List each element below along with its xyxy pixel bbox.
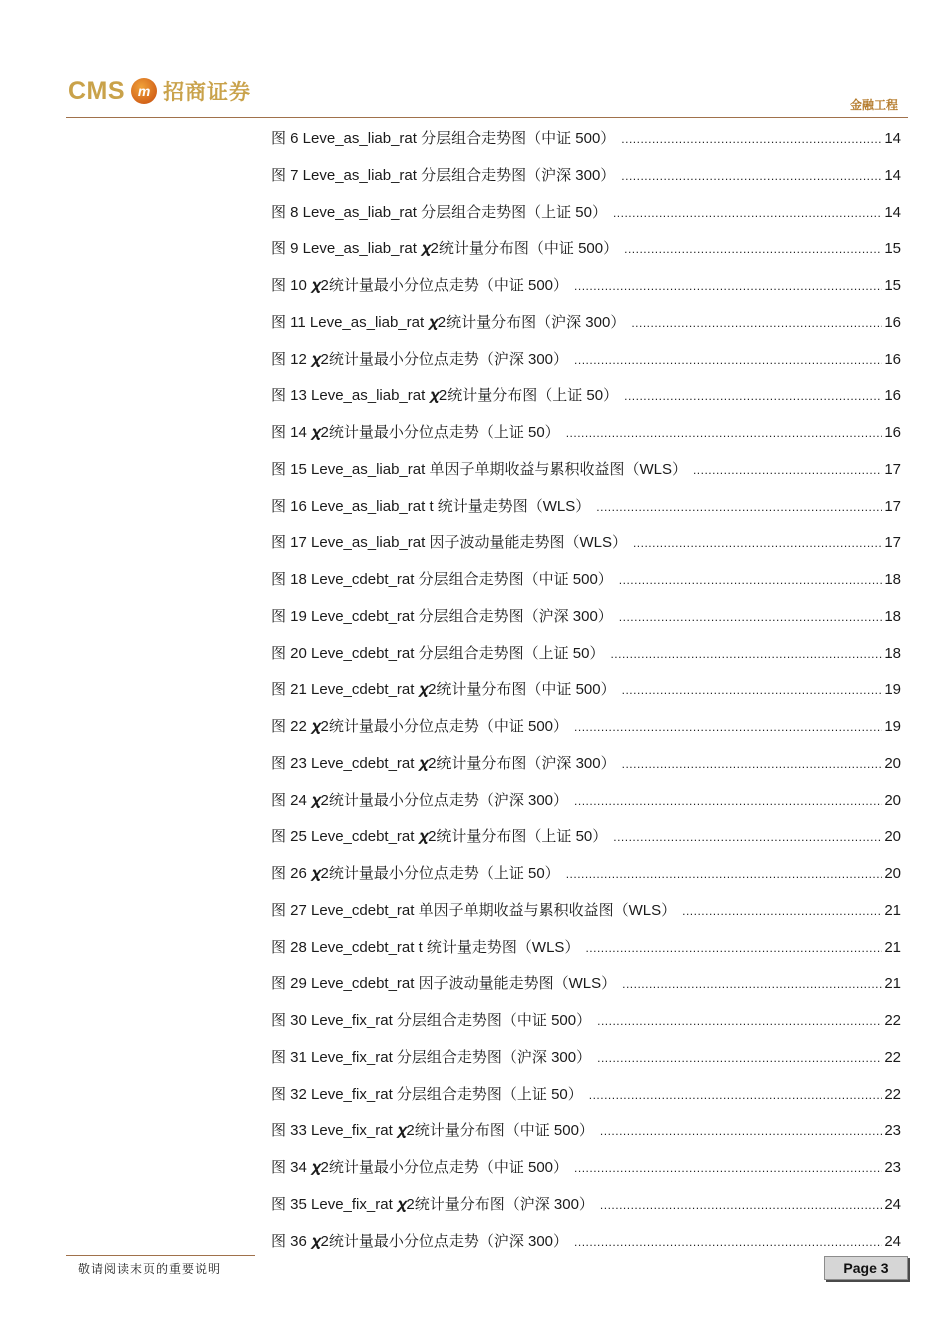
toc-entry-label: 图 15 Leve_as_liab_rat 单因子单期收益与累积收益图（WLS） [271,460,687,478]
toc-dot-leader [622,973,882,995]
toc-entry[interactable] [271,569,901,591]
toc-entry-page-number: 17 [884,497,901,515]
toc-dot-leader [574,1231,882,1253]
toc-entry-page-number: 19 [884,718,901,735]
toc-entry-label: 图 18 Leve_cdebt_rat 分层组合走势图（中证 500） [271,571,613,588]
toc-entry-page-number: 23 [884,1159,901,1176]
toc-dot-leader [624,385,882,407]
toc-dot-leader [589,1084,883,1106]
toc-entry-label: 图 16 Leve_as_liab_rat t 统计量走势图（WLS） [271,497,591,515]
toc-entry-page-number: 16 [884,387,901,405]
toc-dot-leader [574,275,882,297]
toc-dot-leader [566,422,883,444]
toc-dot-leader [585,937,882,959]
toc-dot-leader [613,202,882,224]
department-label: 金融工程 [849,98,898,112]
toc-entry-label: 图 33 Leve_fix_rat 𝝌2统计量分布图（中证 500） [271,1122,594,1140]
toc-dot-leader [682,900,882,922]
footer-disclaimer-note: 敬请阅读末页的重要说明 [78,1262,222,1276]
toc-entry-label: 图 30 Leve_fix_rat 分层组合走势图（中证 500） [271,1012,592,1029]
toc-entry[interactable] [271,1047,901,1069]
logo-emblem-icon: m [131,78,157,104]
toc-entry-page-number: 22 [884,1085,901,1103]
toc-entry-label: 图 22 𝝌2统计量最小分位点走势（中证 500） [271,718,569,735]
toc-entry[interactable] [271,459,901,481]
toc-entry[interactable] [271,1194,901,1216]
toc-entry-page-number: 14 [884,203,901,221]
toc-dot-leader [619,569,883,591]
toc-entry[interactable] [271,1157,901,1179]
toc-entry[interactable] [271,422,901,444]
toc-entry-label: 图 6 Leve_as_liab_rat 分层组合走势图（中证 500） [271,130,616,147]
toc-entry[interactable] [271,275,901,297]
toc-dot-leader [574,1157,882,1179]
toc-entry-page-number: 16 [884,424,901,441]
toc-entry[interactable] [271,937,901,959]
toc-entry-page-number: 24 [884,1232,901,1250]
toc-entry[interactable] [271,863,901,885]
toc-entry-label: 图 13 Leve_as_liab_rat 𝝌2统计量分布图（上证 50） [271,387,619,405]
toc-entry-page-number: 15 [884,240,901,258]
logo-latin-text: CMS [68,76,126,105]
toc-entry-label: 图 14 𝝌2统计量最小分位点走势（上证 50） [271,424,560,441]
toc-dot-leader [624,238,882,260]
toc-entry-page-number: 21 [884,901,901,919]
toc-entry-label: 图 17 Leve_as_liab_rat 因子波动量能走势图（WLS） [271,534,627,552]
logo-chinese-text: 招商证券 [163,79,252,104]
toc-entry-label: 图 9 Leve_as_liab_rat 𝝌2统计量分布图（中证 500） [271,240,619,258]
toc-entry[interactable] [271,606,901,628]
toc-dot-leader [633,532,882,554]
company-logo [68,74,251,108]
toc-dot-leader [574,349,882,371]
toc-entry-label: 图 21 Leve_cdebt_rat 𝝌2统计量分布图（中证 500） [271,681,616,699]
toc-dot-leader [622,753,883,775]
toc-dot-leader [693,459,882,481]
toc-entry-label: 图 32 Leve_fix_rat 分层组合走势图（上证 50） [271,1085,583,1103]
toc-dot-leader [621,128,882,150]
toc-entry[interactable] [271,496,901,518]
toc-entry-page-number: 17 [884,460,901,478]
toc-entry-label: 图 11 Leve_as_liab_rat 𝝌2统计量分布图（沪深 300） [271,313,626,331]
toc-entry-page-number: 20 [884,754,901,772]
toc-entry[interactable] [271,826,901,848]
toc-dot-leader [597,1010,882,1032]
toc-entry[interactable] [271,973,901,995]
toc-entry-page-number: 18 [884,571,901,588]
toc-dot-leader [622,679,883,701]
toc-entry-label: 图 34 𝝌2统计量最小分位点走势（中证 500） [271,1159,569,1176]
toc-entry[interactable] [271,790,901,812]
toc-entry-page-number: 20 [884,828,901,846]
toc-entry-page-number: 21 [884,938,901,956]
toc-entry-label: 图 36 𝝌2统计量最小分位点走势（沪深 300） [271,1232,569,1250]
toc-entry-label: 图 19 Leve_cdebt_rat 分层组合走势图（沪深 300） [271,607,613,625]
toc-entry[interactable] [271,679,901,701]
toc-entry-page-number: 16 [884,350,901,368]
toc-entry-page-number: 18 [884,644,901,662]
toc-entry-label: 图 28 Leve_cdebt_rat t 统计量走势图（WLS） [271,938,580,956]
toc-entry[interactable] [271,128,901,150]
toc-entry[interactable] [271,643,901,665]
toc-entry-label: 图 25 Leve_cdebt_rat 𝝌2统计量分布图（上证 50） [271,828,608,846]
header-divider [66,117,908,118]
toc-entry-page-number: 16 [884,313,901,331]
toc-entry-page-number: 22 [884,1012,901,1029]
toc-entry[interactable] [271,385,901,407]
toc-entry-label: 图 29 Leve_cdebt_rat 因子波动量能走势图（WLS） [271,975,617,993]
toc-entry[interactable] [271,1231,901,1253]
toc-entry-label: 图 24 𝝌2统计量最小分位点走势（沪深 300） [271,791,569,809]
toc-dot-leader [566,863,883,885]
toc-entry-label: 图 8 Leve_as_liab_rat 分层组合走势图（上证 50） [271,203,607,221]
toc-entry-label: 图 35 Leve_fix_rat 𝝌2统计量分布图（沪深 300） [271,1195,594,1213]
toc-entry-label: 图 27 Leve_cdebt_rat 单因子单期收益与累积收益图（WLS） [271,901,677,919]
toc-dot-leader [621,165,882,187]
toc-entry-page-number: 14 [884,166,901,184]
toc-entry[interactable] [271,238,901,260]
toc-entry[interactable] [271,202,901,224]
toc-entry-label: 图 23 Leve_cdebt_rat 𝝌2统计量分布图（沪深 300） [271,754,616,772]
toc-entry-page-number: 21 [884,975,901,993]
toc-entry-page-number: 20 [884,791,901,809]
toc-dot-leader [600,1120,882,1142]
toc-entry[interactable] [271,532,901,554]
toc-entry[interactable] [271,165,901,187]
toc-entry-page-number: 18 [884,607,901,625]
toc-entry-page-number: 14 [884,130,901,147]
page-header [0,0,950,120]
toc-entry[interactable] [271,753,901,775]
toc-entry-page-number: 24 [884,1195,901,1213]
toc-entry[interactable] [271,349,901,371]
toc-dot-leader [610,643,882,665]
toc-entry-label: 图 31 Leve_fix_rat 分层组合走势图（沪深 300） [271,1048,592,1066]
toc-dot-leader [574,790,882,812]
toc-entry[interactable] [271,312,901,334]
toc-dot-leader [619,606,883,628]
page-number-box: Page 3 [824,1256,908,1280]
toc-entry-page-number: 20 [884,865,901,882]
toc-entry-label: 图 20 Leve_cdebt_rat 分层组合走势图（上证 50） [271,644,605,662]
toc-dot-leader [613,826,882,848]
toc-entry-page-number: 19 [884,681,901,699]
toc-entry-label: 图 12 𝝌2统计量最小分位点走势（沪深 300） [271,350,569,368]
toc-entry-page-number: 15 [884,277,901,294]
footer-divider [66,1255,255,1256]
toc-entry-label: 图 26 𝝌2统计量最小分位点走势（上证 50） [271,865,560,882]
toc-entry[interactable] [271,1084,901,1106]
toc-entry[interactable] [271,1120,901,1142]
toc-dot-leader [597,1047,882,1069]
toc-entry[interactable] [271,900,901,922]
toc-entry-label: 图 10 𝝌2统计量最小分位点走势（中证 500） [271,277,569,294]
toc-entry-page-number: 22 [884,1048,901,1066]
toc-entry[interactable] [271,1010,901,1032]
toc-dot-leader [631,312,882,334]
toc-entry-label: 图 7 Leve_as_liab_rat 分层组合走势图（沪深 300） [271,166,616,184]
toc-dot-leader [600,1194,882,1216]
toc-entry[interactable] [271,716,901,738]
toc-entry-page-number: 23 [884,1122,901,1140]
toc-dot-leader [596,496,882,518]
toc-dot-leader [574,716,882,738]
toc-entry-page-number: 17 [884,534,901,552]
